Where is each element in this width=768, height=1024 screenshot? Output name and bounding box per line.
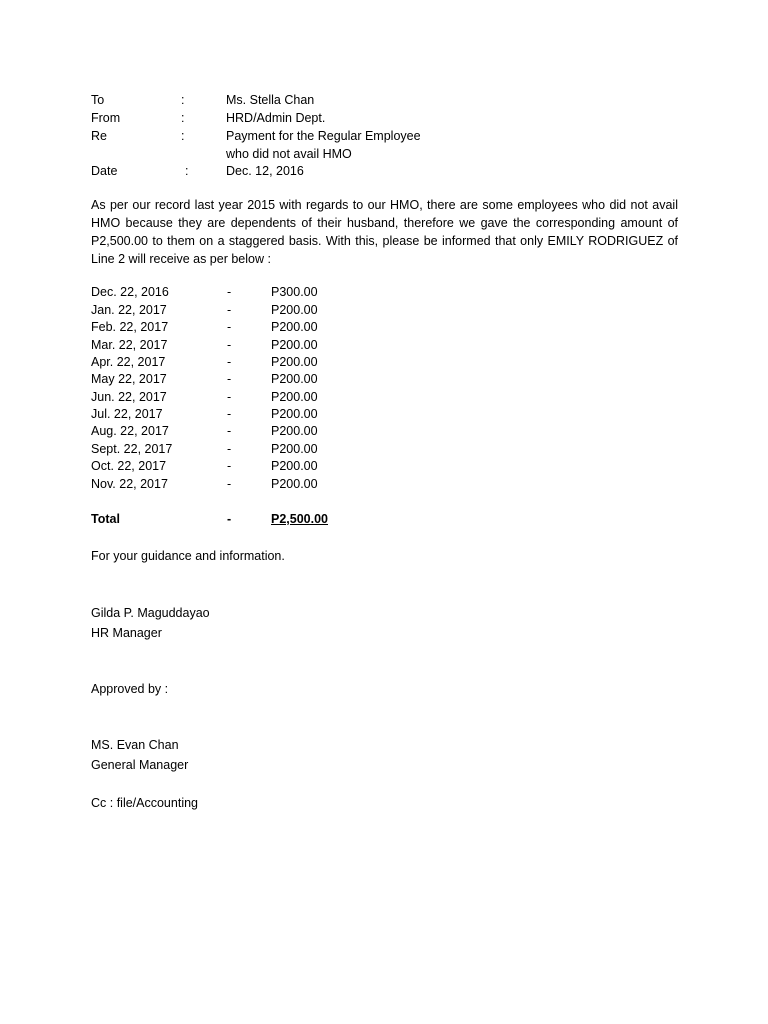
schedule-amount: P200.00 (271, 424, 318, 438)
schedule-dash: - (227, 424, 232, 438)
schedule-row (91, 371, 391, 388)
schedule-dash: - (227, 320, 232, 334)
schedule-date: Nov. 22, 2017 (91, 476, 168, 491)
schedule-amount: P200.00 (271, 337, 318, 352)
re-value-line1: Payment for the Regular Employee (226, 129, 421, 143)
closing-line: For your guidance and information. (91, 549, 285, 563)
schedule-date: Jan. 22, 2017 (91, 302, 167, 317)
schedule-dash: - (227, 337, 232, 352)
signatory-title: HR Manager (91, 626, 162, 640)
schedule-dash: - (227, 441, 232, 456)
date-value: Dec. 12, 2016 (226, 164, 304, 178)
schedule-row (91, 389, 391, 406)
total-amount: P2,500.00 (271, 512, 328, 526)
schedule-row (91, 458, 391, 475)
signatory-name: Gilda P. Maguddayao (91, 606, 210, 620)
schedule-date: Apr. 22, 2017 (91, 354, 166, 369)
to-label: To (91, 93, 105, 107)
total-dash: - (227, 512, 232, 526)
schedule-date: Jul. 22, 2017 (91, 407, 163, 421)
schedule-dash: - (227, 285, 232, 299)
approver-name: MS. Evan Chan (91, 738, 179, 752)
schedule-amount: P200.00 (271, 302, 318, 317)
total-row (91, 511, 391, 528)
schedule-date: Mar. 22, 2017 (91, 337, 168, 352)
schedule-row (91, 476, 391, 493)
schedule-row (91, 302, 391, 319)
schedule-dash: - (227, 459, 232, 473)
date-label: Date (91, 164, 118, 178)
schedule-dash: - (227, 372, 232, 386)
schedule-dash: - (227, 407, 232, 421)
approver-title: General Manager (91, 758, 189, 772)
schedule-dash: - (227, 476, 232, 491)
schedule-row (91, 354, 391, 371)
schedule-row (91, 423, 391, 440)
from-colon: : (181, 111, 185, 125)
approved-by-label: Approved by : (91, 682, 169, 696)
schedule-amount: P200.00 (271, 389, 318, 404)
schedule-amount: P200.00 (271, 354, 318, 369)
schedule-row (91, 406, 391, 423)
schedule-dash: - (227, 302, 232, 317)
schedule-amount: P200.00 (271, 441, 318, 456)
schedule-amount: P200.00 (271, 320, 318, 334)
re-label: Re (91, 129, 107, 143)
schedule-date: Oct. 22, 2017 (91, 459, 167, 473)
from-value: HRD/Admin Dept. (226, 111, 326, 125)
re-colon: : (181, 129, 185, 143)
to-value: Ms. Stella Chan (226, 93, 315, 107)
schedule-date: Feb. 22, 2017 (91, 320, 169, 334)
total-label: Total (91, 512, 120, 526)
schedule-amount: P200.00 (271, 372, 318, 386)
to-colon: : (181, 93, 185, 107)
schedule-amount: P200.00 (271, 476, 318, 491)
schedule-date: May 22, 2017 (91, 372, 167, 386)
schedule-amount: P200.00 (271, 459, 318, 473)
from-label: From (91, 111, 121, 125)
schedule-amount: P300.00 (271, 285, 318, 299)
schedule-date: Jun. 22, 2017 (91, 389, 167, 404)
schedule-dash: - (227, 389, 232, 404)
schedule-date: Sept. 22, 2017 (91, 441, 173, 456)
schedule-date: Aug. 22, 2017 (91, 424, 169, 438)
schedule-row (91, 284, 391, 301)
body-paragraph: As per our record last year 2015 with regards to our HMO, there are some employees who did not avail HMO because they are dependents of their husband, therefore we gave the corresponding amount of P2,500.00 to them on a staggered basis. With this, please be informed that only EMILY RODRIGUEZ of Line 2 will receive as per below : (91, 198, 678, 266)
schedule-dash: - (227, 354, 232, 369)
date-colon: : (185, 164, 189, 178)
schedule-row (91, 441, 391, 458)
schedule-row (91, 337, 391, 354)
re-value-line2: who did not avail HMO (226, 147, 352, 161)
schedule-row (91, 319, 391, 336)
schedule-amount: P200.00 (271, 407, 318, 421)
cc-line: Cc : file/Accounting (91, 796, 198, 810)
schedule-date: Dec. 22, 2016 (91, 285, 169, 299)
